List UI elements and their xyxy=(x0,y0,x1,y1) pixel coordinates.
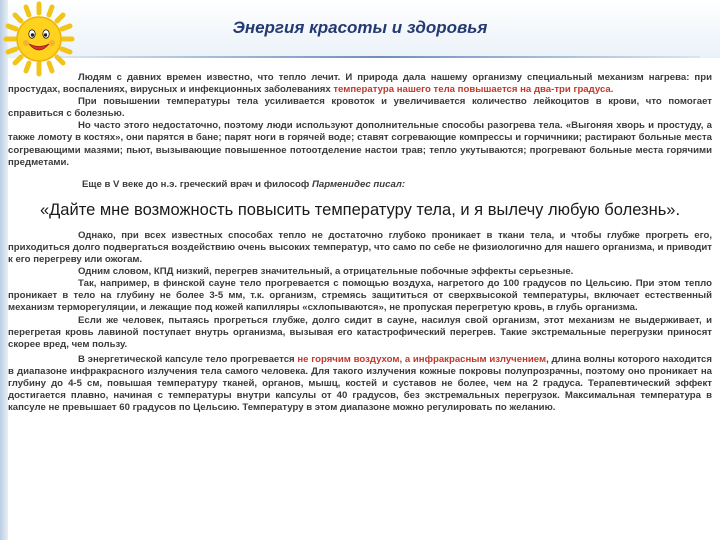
quote: «Дайте мне возможность повысить температуру тела, и я вылечу любую болезнь». xyxy=(39,200,681,219)
title-underline xyxy=(60,56,700,58)
paragraph-8 xyxy=(8,354,712,414)
paragraph-3: Но часто этого недостаточно, поэтому люди используют дополнительные способы разогрева тела. «Выгоняя хворь и простуду, а также ломоту в костях», они парятся в бане; парят ноги в горячей воде; ставят согревающие компрессы и горчичники; растирают больные места согревающими мазями; пьют, вызывающие повышенное потоотделение настои трав; тепло укутываются; прогревают больные места горячими предметами. xyxy=(8,120,712,168)
paragraph-8-highlight: не горячим воздухом, а инфракрасным излучением xyxy=(297,353,547,365)
paragraph-6: Так, например, в финской сауне тело прогревается с помощью воздуха, нагретого до 100 градусов по Цельсию. При этом тепло проникает в тело на глубину не более 3-5 мм, т.к. организм, стремясь защититься от сверхвысокой температуры, включает естественный механизм терморегуляции, и лежащие под кожей капилляры «схлопываются», не пропуская перегретую кровь, в глубь организма. xyxy=(8,278,712,314)
paragraph-4: Однако, при всех известных способах тепло не достаточно глубоко проникает в ткани тела, и чтобы глубже прогреть его, приходиться долго подвергаться воздействию очень высоких температур, что само по себе не физиологично для нашего организма, и приводит к его перегреву или ожогам. xyxy=(8,229,712,266)
paragraph-1-highlight: температура нашего тела повышается на два-три градуса. xyxy=(333,84,614,96)
quote-intro xyxy=(8,179,712,191)
paragraph-5: Одним словом, КПД низкий, перегрев значительный, а отрицательные побочные эффекты серьезные. xyxy=(78,266,574,278)
left-decor-bar xyxy=(0,0,8,540)
page-title: Энергия красоты и здоровья xyxy=(232,18,488,37)
quote-intro-text: Еще в V веке до н.э. греческий врач и философ xyxy=(82,178,312,190)
paragraph-1-text: Людям с давних времен известно, что тепло лечит. И природа дала нашему организму специальный механизм нагрева: при простудах, воспалениях, вирусных и инфекционных заболеваниях xyxy=(8,72,712,96)
smiling-sun-icon xyxy=(2,0,76,80)
paragraph-2: При повышении температуры тела усиливается кровоток и увеличивается количество лейкоцитов в крови, что помогает справиться с болезнью. xyxy=(8,96,712,120)
paragraph-8-text-b: , длина волны которого находится в диапазоне инфракрасного излучения тела самого человека. Для такого излучения кожные покровы полупрозрачны, поэтому оно проникает на глубину до 4-5 см, повышая температуру тканей, органов, мышц, костей и суставов не более, чем на 2 градуса. Терапевтический эффект достигается плавно, начиная с температуры внутри капсулы от 40 градусов, без экстремальных перегрузок. Максимальная температура в капсуле не превышает 60 градусов по Цельсию. Температуру в этом диапазоне можно регулировать по желанию. xyxy=(8,353,712,414)
paragraph-8-text-a: В энергетической капсуле тело прогревается xyxy=(78,353,298,365)
quote-author: Парменидес писал: xyxy=(311,178,406,190)
paragraph-1 xyxy=(8,72,712,96)
article-body xyxy=(8,72,712,414)
paragraph-7: Если же человек, пытаясь прогреться глубже, долго сидит в сауне, насилуя свой организм, этот механизм не выдерживает, и перегретая кровь лавиной поступает внутрь организма, вызывая его катастрофический перегрев. Такие экстремальные перегрузки приносят скорее вред, чем пользу. xyxy=(8,314,712,350)
